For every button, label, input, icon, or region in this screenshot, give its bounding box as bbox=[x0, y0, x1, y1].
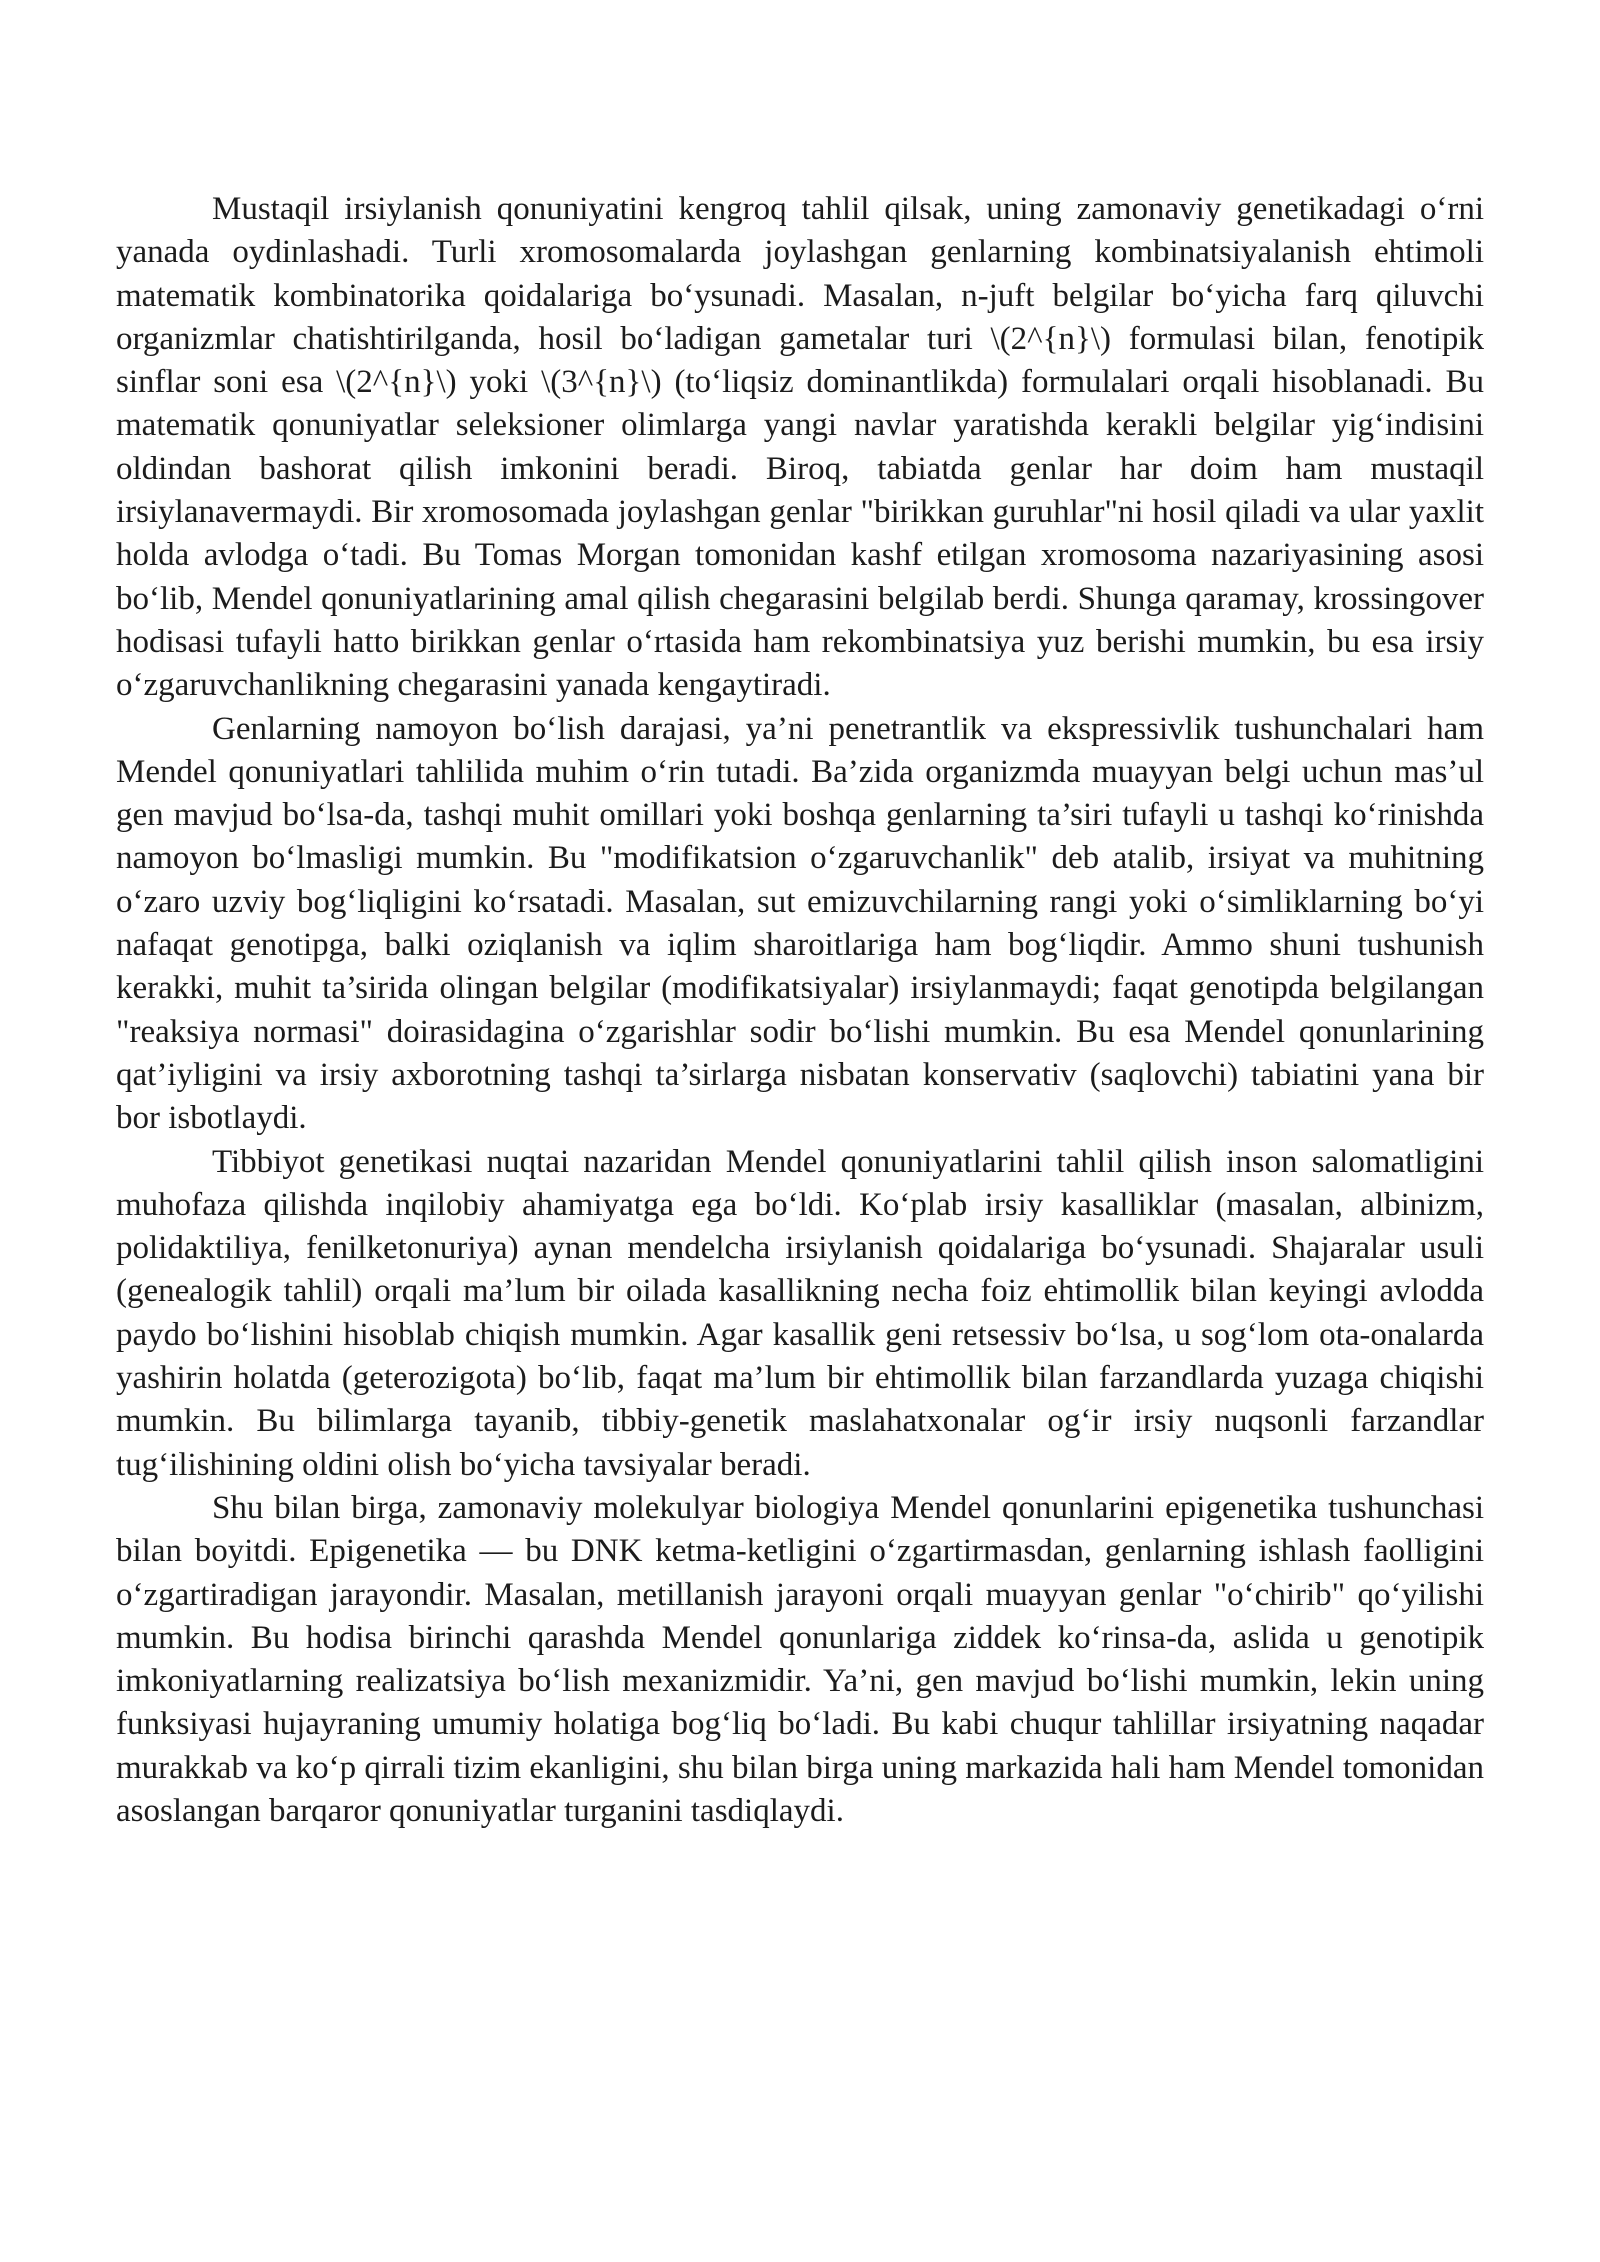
paragraph-4: Shu bilan birga, zamonaviy molekulyar biologiya Mendel qonunlarini epigenetika tushunchasi bilan boyitdi. Epigenetika — bu DNK ketma-ketligini o‘zgartirmasdan, genlarning ishlash faolligini o‘zgartiradigan jarayondir. Masalan, metillanish jarayoni orqali muayyan genlar "o‘chirib" qo‘yilishi mumkin. Bu hodisa birinchi qarashda Mendel qonunlariga ziddek ko‘rinsa-da, aslida u genotipik imkoniyatlarning realizatsiya bo‘lish mexanizmidir. Ya’ni, gen mavjud bo‘lishi mumkin, lekin uning funksiyasi hujayraning umumiy holatiga bog‘liq bo‘ladi. Bu kabi chuqur tahlillar irsiyatning naqadar murakkab va ko‘p qirrali tizim ekanligini, shu bilan birga uning markazida hali ham Mendel tomonidan asoslangan barqaror qonuniyatlar turganini tasdiqlaydi. bbox=[116, 1489, 1484, 1829]
paragraph-1: Mustaqil irsiylanish qonuniyatini kengroq tahlil qilsak, uning zamonaviy genetikadagi o‘rni yanada oydinlashadi. Turli xromosomalarda joylashgan genlarning kombinatsiyalanish ehtimoli matematik kombinatorika qoidalariga bo‘ysunadi. Masalan, n-juft belgilar bo‘yicha farq qiluvchi organizmlar chatishtirilganda, hosil bo‘ladigan gametalar turi \(2^{n}\) formulasi bilan, fenotipik sinflar soni esa \(2^{n}\) yoki \(3^{n}\) (to‘liqsiz dominantlikda) formulalari orqali hisoblanadi. Bu matematik qonuniyatlar seleksioner olimlarga yangi navlar yaratishda kerakli belgilar yig‘indisini oldindan bashorat qilish imkonini beradi. Biroq, tabiatda genlar har doim ham mustaqil irsiylanavermaydi. Bir xromosomada joylashgan genlar "birikkan guruhlar"ni hosil qiladi va ular yaxlit holda avlodga o‘tadi. Bu Tomas Morgan tomonidan kashf etilgan xromosoma nazariyasining asosi bo‘lib, Mendel qonuniyatlarining amal qilish chegarasini belgilab berdi. Shunga qaramay, krossingover hodisasi tufayli hatto birikkan genlar o‘rtasida ham rekombinatsiya yuz berishi mumkin, bu esa irsiy o‘zgaruvchanlikning chegarasini yanada kengaytiradi. bbox=[116, 191, 1484, 704]
paragraph-3: Tibbiyot genetikasi nuqtai nazaridan Mendel qonuniyatlarini tahlil qilish inson salomatligini muhofaza qilishda inqilobiy ahamiyatga ega bo‘ldi. Ko‘plab irsiy kasalliklar (masalan, albinizm, polidaktiliya, fenilketonuriya) aynan mendelcha irsiylanish qoidalariga bo‘ysunadi. Shajaralar usuli (genealogik tahlil) orqali ma’lum bir oilada kasallikning necha foiz ehtimollik bilan keyingi avlodda paydo bo‘lishini hisoblab chiqish mumkin. Agar kasallik geni retsessiv bo‘lsa, u sog‘lom ota-onalarda yashirin holatda (geterozigota) bo‘lib, faqat ma’lum bir ehtimollik bilan farzandlarda yuzaga chiqishi mumkin. Bu bilimlarga tayanib, tibbiy-genetik maslahatxonalar og‘ir irsiy nuqsonli farzandlar tug‘ilishining oldini olish bo‘yicha tavsiyalar beradi. bbox=[116, 1143, 1484, 1483]
document-body bbox=[116, 188, 1484, 1833]
paragraph-2: Genlarning namoyon bo‘lish darajasi, ya’ni penetrantlik va ekspressivlik tushunchalari ham Mendel qonuniyatlari tahlilida muhim o‘rin tutadi. Ba’zida organizmda muayyan belgi uchun mas’ul gen mavjud bo‘lsa-da, tashqi muhit omillari yoki boshqa genlarning ta’siri tufayli u tashqi ko‘rinishda namoyon bo‘lmasligi mumkin. Bu "modifikatsion o‘zgaruvchanlik" deb atalib, irsiyat va muhitning o‘zaro uzviy bog‘liqligini ko‘rsatadi. Masalan, sut emizuvchilarning rangi yoki o‘simliklarning bo‘yi nafaqat genotipga, balki oziqlanish va iqlim sharoitlariga ham bog‘liqdir. Ammo shuni tushunish kerakki, muhit ta’sirida olingan belgilar (modifikatsiyalar) irsiylanmaydi; faqat genotipda belgilangan "reaksiya normasi" doirasidagina o‘zgarishlar sodir bo‘lishi mumkin. Bu esa Mendel qonunlarining qat’iyligini va irsiy axborotning tashqi ta’sirlarga nisbatan konservativ (saqlovchi) tabiatini yana bir bor isbotlaydi. bbox=[116, 710, 1484, 1137]
